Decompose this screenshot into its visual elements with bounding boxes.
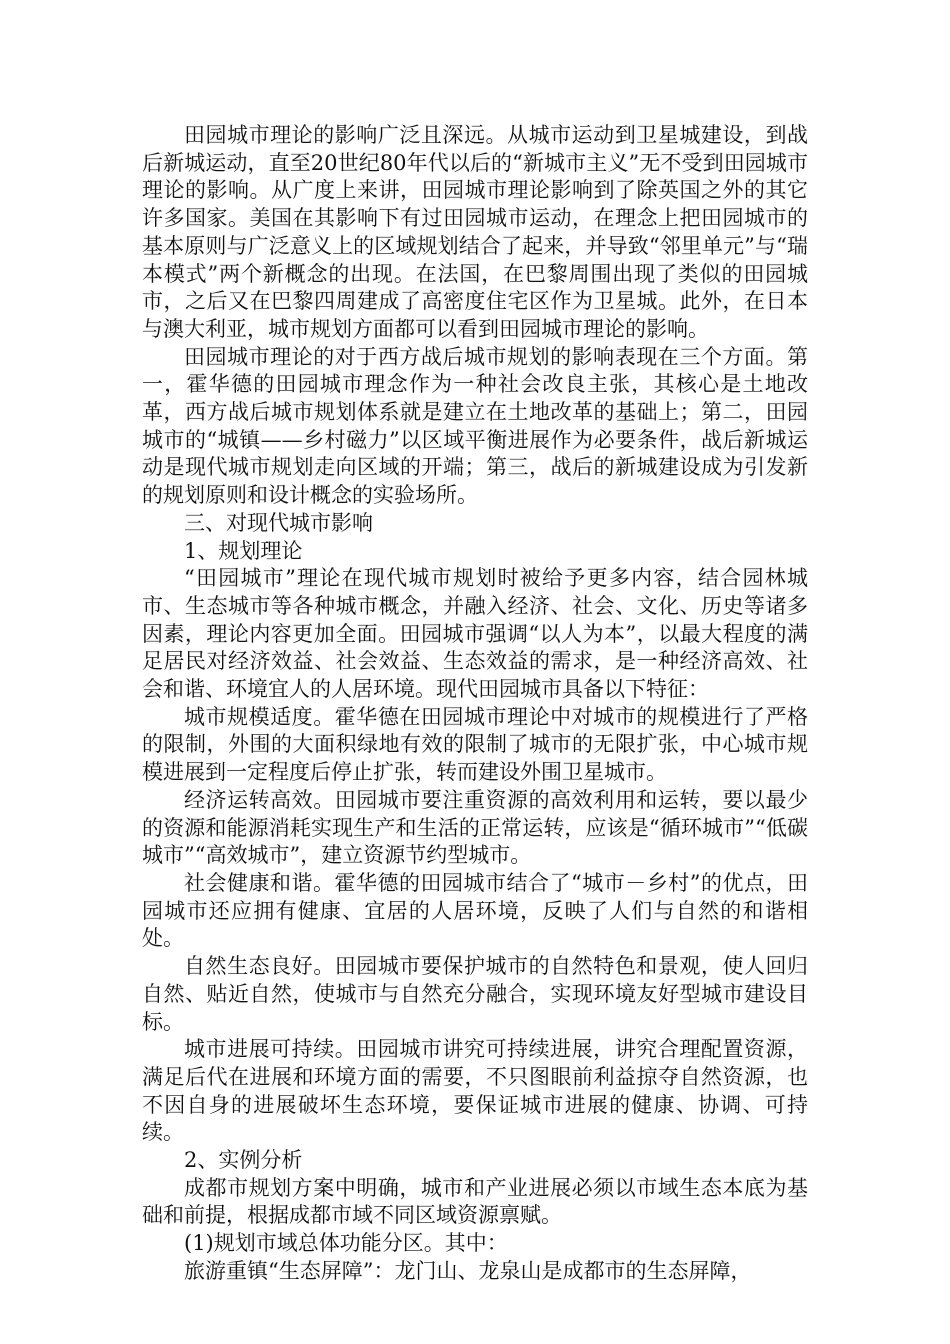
paragraph-scale: 城市规模适度。霍华德在田园城市理论中对城市的规模进行了严格的限制，外围的大面积绿地有效的限制了城市的无限扩张，中心城市规模进展到一定程度后停止扩张，转而建设外围卫星城市。 [142,704,808,785]
paragraph-ecological-barrier: 旅游重镇“生态屏障”：龙门山、龙泉山是成都市的生态屏障， [184,1258,752,1283]
subheading-planning-theory: 1、规划理论 [184,538,303,563]
paragraph-chengdu-plan: 成都市规划方案中明确，城市和产业进展必须以市域生态本底为基础和前提，根据成都市域不同区域资源禀赋。 [142,1175,808,1228]
document-body [142,122,808,1286]
subheading-case-study: 2、实例分析 [184,1148,303,1173]
paragraph-ecology: 自然生态良好。田园城市要保护城市的自然特色和景观，使人回归自然、贴近自然，使城市与自然充分融合，实现环境友好型城市建设目标。 [142,954,808,1034]
paragraph-zoning-heading: (1)规划市域总体功能分区。其中： [184,1231,508,1256]
paragraph-planning-theory: “田园城市”理论在现代城市规划时被给予更多内容，结合园林城市、生态城市等各种城市概念，并融入经济、社会、文化、历史等诸多因素，理论内容更加全面。田园城市强调“以人为本”，以最大程度的满足居民对经济效益、社会效益、生态效益的需求，是一种经济高效、社会和谐、环境宜人的人居环境。现代田园城市具备以下特征： [142,566,808,702]
paragraph-society: 社会健康和谐。霍华德的田园城市结合了“城市－乡村”的优点，田园城市还应拥有健康、宜居的人居环境，反映了人们与自然的和谐相处。 [142,870,808,951]
paragraph-sustainability: 城市进展可持续。田园城市讲究可持续进展，讲究合理配置资源，满足后代在进展和环境方面的需要，不只图眼前利益掠夺自然资源，也不因自身的进展破坏生态环境，要保证城市进展的健康、协调、可持续。 [142,1037,808,1145]
section-heading-modern-city: 三、对现代城市影响 [184,510,373,535]
paragraph-economy: 经济运转高效。田园城市要注重资源的高效利用和运转，要以最少的资源和能源消耗实现生产和生活的正常运转，应该是“循环城市”“低碳城市”“高效城市”，建立资源节约型城市。 [142,787,808,868]
paragraph-influence: 田园城市理论的影响广泛且深远。从城市运动到卫星城建设，到战后新城运动，直至20世纪80年代以后的“新城市主义”无不受到田园城市理论的影响。从广度上来讲，田园城市理论影响到了除英国之外的其它许多国家。美国在其影响下有过田园城市运动，在理念上把田园城市的基本原则与广泛意义上的区域规划结合了起来，并导致“邻里单元”与“瑞本模式”两个新概念的出现。在法国，在巴黎周围出现了类似的田园城市，之后又在巴黎四周建成了高密度住宅区作为卫星城。此外，在日本与澳大利亚，城市规划方面都可以看到田园城市理论的影响。 [142,123,808,341]
paragraph-postwar-impact: 田园城市理论的对于西方战后城市规划的影响表现在三个方面。第一，霍华德的田园城市理念作为一种社会改良主张，其核心是土地改革，西方战后城市规划体系就是建立在土地改革的基础上；第二，田园城市的“城镇——乡村磁力”以区域平衡进展作为必要条件，战后新城运动是现代城市规划走向区域的开端；第三，战后的新城建设成为引发新的规划原则和设计概念的实验场所。 [142,344,808,508]
